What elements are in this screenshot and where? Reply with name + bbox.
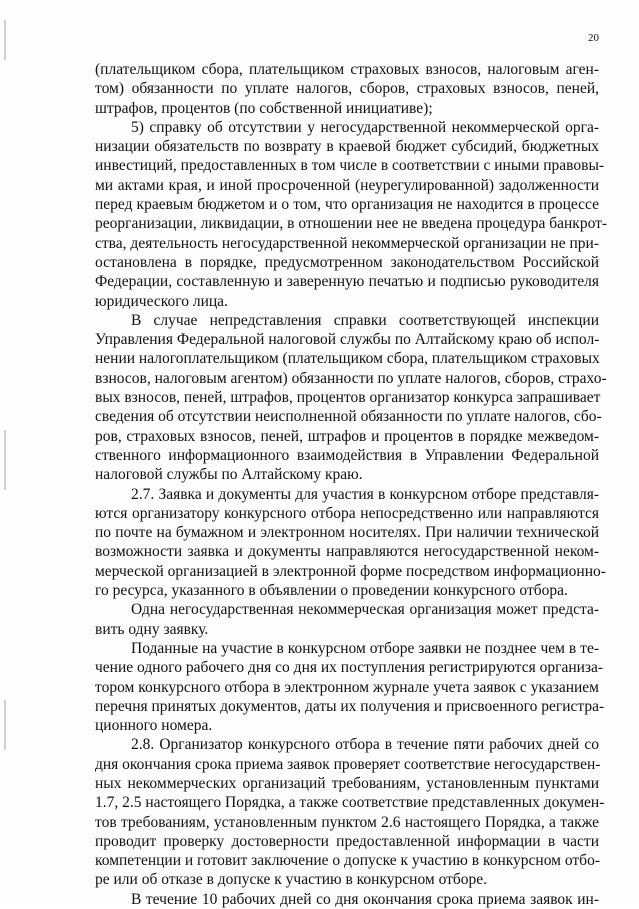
text-line: сведения об отсутствии неисполненной обязанности по уплате налогов, сбо- (95, 408, 602, 426)
body-text (95, 60, 608, 909)
text-line: компетенции и готовит заключение о допуске к участию в конкурсном отбо- (95, 852, 600, 870)
text-line: 5) справку об отсутствии у негосударственной некоммерческой орга- (131, 118, 599, 136)
text-line: го ресурса, указанного в объявлении о проведении конкурсного отбора. (95, 582, 568, 600)
text-line: ми актами края, и иной просроченной (неурегулированной) задолженности (95, 176, 599, 194)
text-line: ства, деятельность негосударственной некоммерческой организации не при- (95, 234, 599, 252)
scan-edge-mark (4, 20, 6, 60)
text-line: ственного информационного взаимодействия в Управлении Федеральной (95, 446, 599, 464)
text-line: (плательщиком сбора, плательщиком страховых взносов, налоговым аген- (95, 61, 599, 78)
text-line: 2.8. Организатор конкурсного отбора в течение пяти рабочих дней со (131, 736, 599, 754)
text-line: тов требованиям, установленным пунктом 2.6 настоящего Порядка, а также (95, 813, 599, 831)
text-line: 2.7. Заявка и документы для участия в конкурсном отборе представля- (131, 485, 599, 503)
text-line: остановлена в порядке, предусмотренном законодательством Российской (95, 253, 599, 271)
text-line: дня окончания срока приема заявок проверяет соответствие негосударствен- (95, 755, 601, 773)
text-line: тором конкурсного отбора в электронном журнале учета заявок с указанием (95, 678, 599, 696)
text-line: перечня принятых документов, даты их получения и присвоенного регистра- (95, 697, 605, 715)
text-line: Поданные на участие в конкурсном отборе заявки не позднее чем в те- (131, 639, 599, 657)
text-line: мерческой организацией в электронной форме посредством информационно- (95, 562, 606, 580)
text-line: юридического лица. (95, 292, 228, 310)
text-line: чение одного рабочего дня со дня их поступления регистрируются организа- (95, 659, 604, 677)
text-line: низации обязательств по возврату в краевой бюджет субсидий, бюджетных (95, 138, 599, 156)
text-line: возможности заявка и документы направляются негосударственной неком- (95, 543, 599, 561)
text-line: том) обязанности по уплате налогов, сборов, страховых взносов, пеней, (95, 80, 599, 98)
text-line: взносов, налоговым агентом) обязанности по уплате налогов, сборов, страхо- (95, 369, 607, 387)
text-line: налоговой службы по Алтайскому краю. (95, 466, 363, 484)
text-line: по почте на бумажном и электронном носителях. При наличии технической (95, 524, 599, 542)
text-line: ционного номера. (95, 717, 213, 735)
text-line: В случае непредставления справки соответствующей инспекции (131, 311, 599, 329)
text-line: ных некоммерческих организаций требованиям, установленным пунктами (95, 774, 599, 792)
text-line: Управления Федеральной налоговой службы по Алтайскому краю об испол- (95, 331, 600, 349)
text-line: 1.7, 2.5 настоящего Порядка, а также соответствие представленных докумен- (95, 794, 605, 812)
text-line: Федерации, составленную и заверенную печатью и подписью руководителя (95, 273, 599, 291)
text-line: штрафов, процентов (по собственной инициативе); (95, 99, 433, 117)
text-line: ре или об отказе в допуске к участию в конкурсном отборе. (95, 871, 488, 889)
text-line: реорганизации, ликвидации, в отношении нее не введена процедура банкрот- (95, 215, 608, 233)
scan-edge-mark (4, 430, 6, 490)
text-line: перед краевым бюджетом и о том, что организация не находится в процессе (95, 196, 599, 214)
text-line: вых взносов, пеней, штрафов, процентов организатор конкурса запрашивает (95, 389, 601, 407)
scan-edge-mark (4, 700, 6, 750)
text-line: ров, страховых взносов, пеней, штрафов и процентов в порядке межведом- (95, 427, 599, 445)
text-line: Одна негосударственная некоммерческая организация может предста- (131, 601, 599, 619)
text-line: ются организатору конкурсного отбора непосредственно или направляются (95, 504, 599, 522)
page-number: 20 (588, 32, 599, 44)
text-line: нении налогоплательщиком (плательщиком сбора, плательщиком страховых (95, 350, 600, 368)
text-line: вить одну заявку. (95, 620, 209, 638)
text-line: проводит проверку достоверности предоставленной информации в части (95, 832, 599, 850)
text-line: В течение 10 рабочих дней со дня окончания срока приема заявок ин- (131, 890, 599, 908)
text-line: инвестиций, предоставленных в том числе в соответствии с иными правовы- (95, 157, 605, 175)
